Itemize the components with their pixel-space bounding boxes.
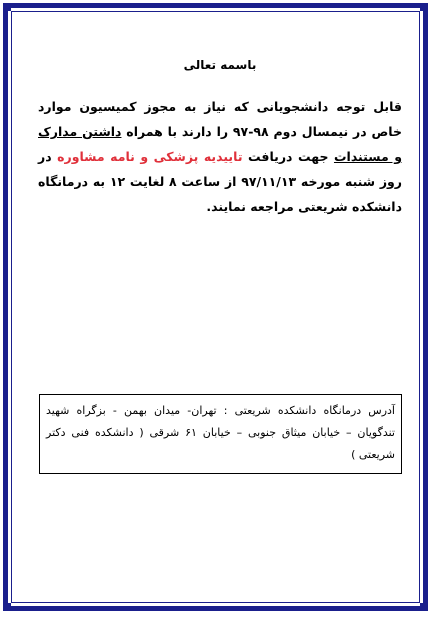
border-corner	[420, 603, 428, 611]
announcement-text-part: جهت دریافت	[242, 149, 334, 164]
announcement-text	[38, 94, 402, 219]
address-box	[39, 394, 402, 474]
border-corner	[3, 3, 11, 11]
announcement-text-part: در روز شنبه مورخه ۹۷/۱۱/۱۳ از ساعت ۸ لغایت ۱۲ به درمانگاه دانشکده شریعتی مراجعه نمایند.	[38, 149, 402, 214]
documents-emphasis: داشتن مدارک و مستندات	[38, 124, 402, 164]
border-corner	[420, 3, 428, 11]
document-title: باسمه تعالی	[183, 58, 257, 72]
address-text: آدرس درمانگاه دانشکده شریعتی : تهران- میدان بهمن - بزگراه شهید تندگویان – خیابان میثاق جنوبی – خیابان ۶۱ شرقی ( دانشکده فنی دکتر شریعتی )	[46, 404, 395, 461]
medical-certificate-highlight: تاییدیه پزشکی و نامه مشاوره	[57, 149, 243, 164]
border-corner	[3, 603, 11, 611]
announcement-text-part: قابل توجه دانشجویانی که نیاز به مجوز کمیسیون موارد خاص در نیمسال دوم ۹۸-۹۷ را دارند با همراه	[38, 99, 402, 139]
